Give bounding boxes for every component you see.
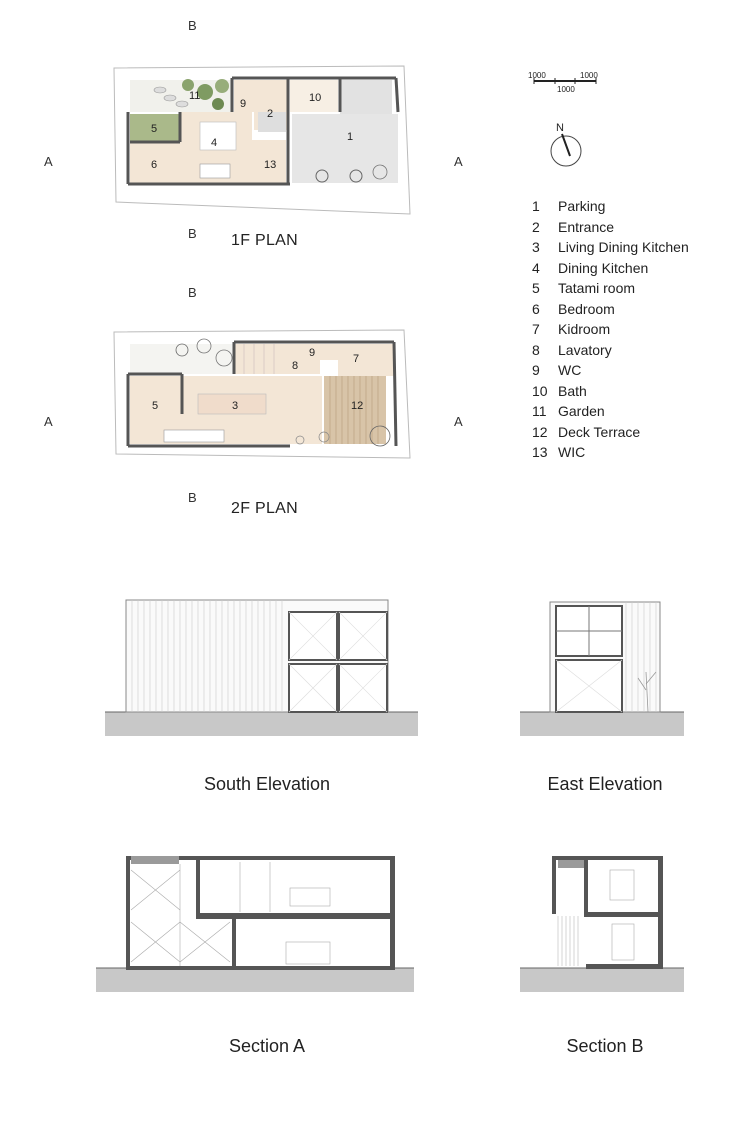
legend-label: WIC [558, 444, 586, 460]
parking-fill [292, 114, 398, 183]
stepping-stone-icon [164, 95, 176, 101]
room-number: 8 [292, 360, 299, 372]
room-number: 3 [232, 400, 239, 412]
legend-number: 9 [532, 362, 540, 378]
legend-number: 13 [532, 444, 548, 460]
scale-bar [528, 71, 598, 94]
legend-label: Kidroom [558, 321, 611, 337]
legend-row [532, 422, 689, 443]
scale-label: 1000 [528, 71, 546, 80]
legend-label: Dining Kitchen [558, 259, 649, 276]
section-b-marker-1f-top: B [188, 18, 197, 33]
legend-number: 10 [532, 382, 548, 399]
legend-row [532, 237, 689, 258]
legend-number: 5 [532, 280, 540, 296]
legend-label: WC [558, 362, 582, 378]
plan-2f-title: 2F PLAN [231, 500, 299, 517]
legend-number: 8 [532, 341, 540, 358]
legend-number: 1 [532, 198, 540, 214]
legend-row [532, 360, 689, 381]
legend-row [532, 401, 689, 422]
section-b-louvre [558, 916, 578, 966]
wc-fill-2f [320, 344, 338, 360]
legend-number: 6 [532, 300, 540, 317]
stepping-stone-icon [154, 87, 166, 93]
south-elevation-caption: South Elevation [203, 774, 331, 794]
south-elevation [105, 600, 418, 736]
room-number: 7 [353, 353, 360, 365]
room-number: 13 [264, 159, 277, 171]
stair-hall-fill [234, 344, 288, 374]
legend-label: Bedroom [558, 300, 615, 317]
plan-2f [114, 330, 410, 458]
legend-label: Deck Terrace [558, 423, 641, 440]
stepping-stone-icon [176, 101, 188, 107]
legend-label: Parking [558, 198, 606, 214]
room-number: 5 [152, 400, 159, 412]
plan-1f-title: 1F PLAN [231, 232, 299, 249]
legend-row [532, 442, 689, 463]
legend-label: Tatami room [558, 280, 636, 296]
section-a-structure [126, 856, 395, 970]
room-number: 11 [189, 90, 201, 102]
room-number: 12 [351, 400, 364, 412]
kidroom-fill [338, 344, 394, 376]
section-a-caption: Section A [228, 1036, 306, 1056]
legend-row [532, 340, 689, 361]
balcony-area [130, 344, 234, 374]
ground-fill [520, 712, 684, 736]
scale-label: 1000 [557, 85, 575, 94]
legend-row [532, 217, 689, 238]
ground-fill [105, 712, 418, 736]
north-arrow-icon [551, 122, 581, 166]
section-a [96, 856, 414, 992]
section-a-marker-2f-left: A [44, 414, 53, 429]
legend-number: 4 [532, 259, 540, 276]
room-number: 6 [151, 159, 158, 171]
legend-number: 2 [532, 218, 540, 235]
section-a-marker-1f-right: A [454, 154, 463, 169]
east-elevation-caption: East Elevation [547, 774, 663, 794]
legend-label: Lavatory [558, 341, 612, 358]
room-number: 1 [347, 131, 354, 143]
section-b-marker-2f-top: B [188, 285, 197, 300]
legend-row [532, 258, 689, 279]
legend-row [532, 196, 689, 217]
legend-label: Living Dining Kitchen [558, 239, 689, 255]
legend-number: 11 [532, 403, 547, 419]
legend-row [532, 278, 689, 299]
room-legend [532, 196, 689, 463]
kitchen-counter-icon [164, 430, 224, 442]
legend-label: Garden [558, 403, 605, 419]
room-number: 9 [309, 347, 316, 359]
legend-number: 12 [532, 423, 548, 440]
section-a-marker-1f-left: A [44, 154, 53, 169]
section-b [520, 856, 684, 992]
section-b-handrail [558, 860, 584, 868]
ground-fill [96, 968, 414, 992]
room-number: 9 [240, 98, 247, 110]
legend-label: Bath [558, 382, 587, 399]
dining-table-icon [200, 122, 236, 150]
legend-row [532, 319, 689, 340]
section-b-caption: Section B [566, 1036, 644, 1056]
room-number: 5 [151, 123, 158, 135]
tree-icon [215, 79, 229, 93]
room-number: 4 [211, 137, 218, 149]
legend-label: Entrance [558, 218, 615, 235]
legend-row [532, 299, 689, 320]
east-elevation [520, 602, 684, 736]
kitchen-counter-icon [200, 164, 230, 178]
section-b-marker-1f-bottom: B [188, 226, 197, 241]
north-label: N [556, 122, 564, 134]
section-a-handrail [131, 856, 179, 864]
room-number: 2 [267, 108, 274, 120]
section-b-structure [552, 856, 663, 969]
scale-label: 1000 [580, 71, 598, 80]
section-a-marker-2f-right: A [454, 414, 463, 429]
legend-number: 7 [532, 321, 540, 337]
ground-fill [520, 968, 684, 992]
room-number: 10 [309, 92, 322, 104]
parking-fill-upper [340, 80, 392, 114]
legend-row [532, 381, 689, 402]
plan-1f [114, 66, 410, 214]
tree-icon [212, 98, 224, 110]
legend-number: 3 [532, 239, 540, 255]
section-b-marker-2f-bottom: B [188, 490, 197, 505]
